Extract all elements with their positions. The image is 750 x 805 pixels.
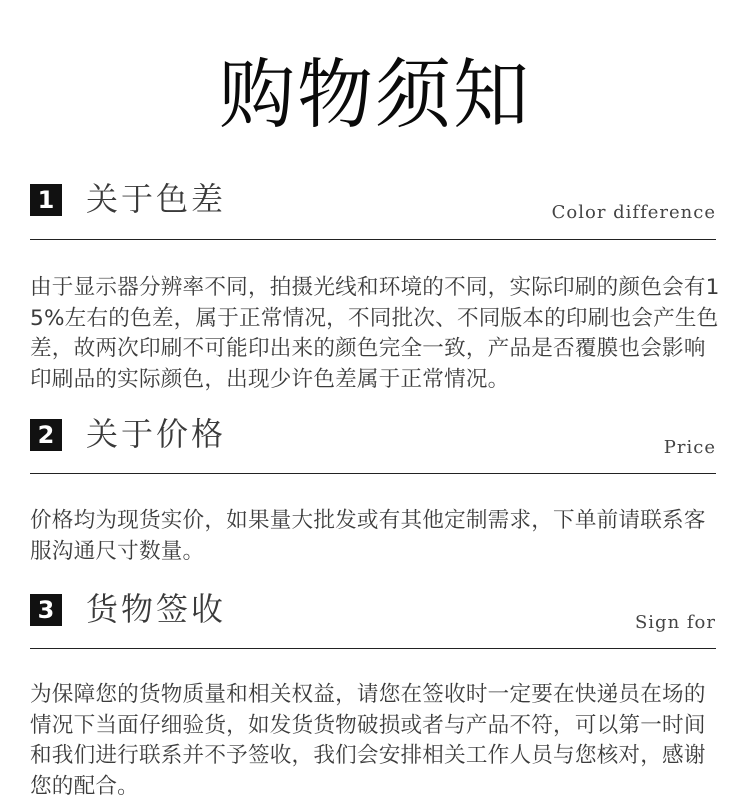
section-body-color-difference: 由于显示器分辨率不同，拍摄光线和环境的不同，实际印刷的颜色会有15%左右的色差，属于正常情况，不同批次、不同版本的印刷也会产生色差，故两次印刷不可能印出来的颜色完全一致，产品是否覆膜也会影响印刷品的实际颜色，出现少许色差属于正常情况。 <box>30 275 720 392</box>
section-body-price: 价格均为现货实价，如果量大批发或有其他定制需求，下单前请联系客服沟通尺寸数量。 <box>30 508 706 564</box>
section-number-badge: 1 <box>30 184 62 216</box>
section-title: 关于色差 <box>86 180 227 218</box>
section-number-badge: 3 <box>30 594 62 626</box>
section-color-difference <box>30 180 716 240</box>
section-sign-for <box>30 590 716 650</box>
section-title-english: Price <box>663 437 716 458</box>
section-divider <box>30 648 716 649</box>
section-title-english: Color difference <box>551 202 716 223</box>
section-divider <box>30 473 716 474</box>
section-title: 关于价格 <box>86 415 227 453</box>
section-header <box>30 590 716 650</box>
section-title: 货物签收 <box>86 590 227 628</box>
section-divider <box>30 239 716 240</box>
section-body-sign-for: 为保障您的货物质量和相关权益，请您在签收时一定要在快递员在场的情况下当面仔细验货，如发货货物破损或者与产品不符，可以第一时间和我们进行联系并不予签收，我们会安排相关工作人员与您核对，感谢您的配合。 <box>30 682 706 799</box>
section-title-english: Sign for <box>634 612 716 633</box>
section-header <box>30 415 716 475</box>
page-title: 购物须知 <box>219 50 531 139</box>
section-header <box>30 180 716 240</box>
section-number-badge: 2 <box>30 419 62 451</box>
section-price <box>30 415 716 475</box>
